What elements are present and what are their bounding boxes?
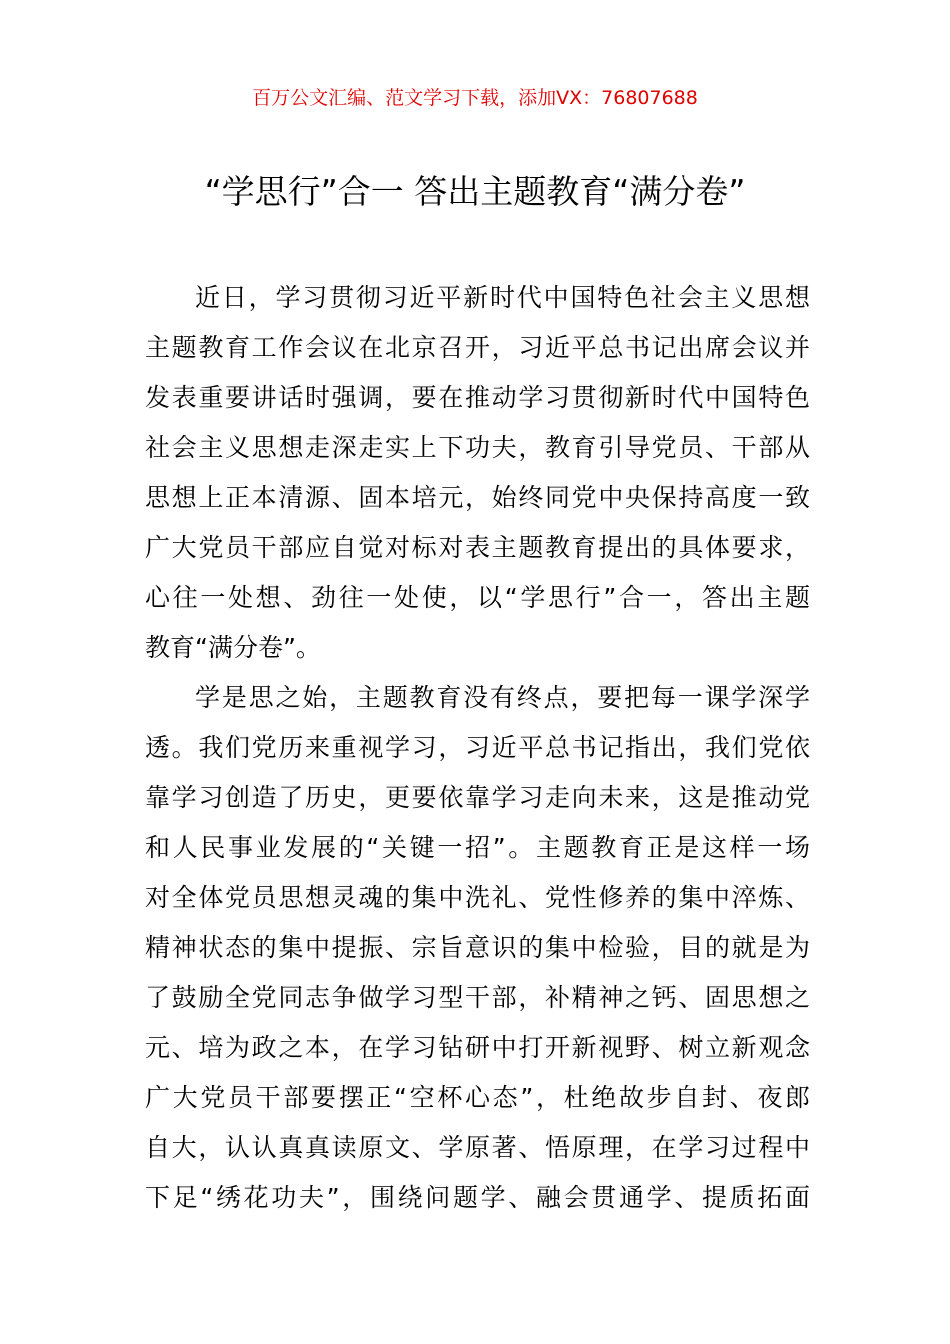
paragraph-line: 发表重要讲话时强调，要在推动学习贯彻新时代中国特色 [145, 383, 810, 412]
paragraph-line: 了鼓励全党同志争做学习型干部，补精神之钙、固思想之 [145, 983, 810, 1012]
paragraph-line: 学是思之始，主题教育没有终点，要把每一课学深学 [195, 683, 810, 712]
paragraph-line: 教育“满分卷”。 [145, 633, 321, 662]
paragraph-line: 思想上正本清源、固本培元，始终同党中央保持高度一致 [145, 483, 810, 512]
paragraph-line: 靠学习创造了历史，更要依靠学习走向未来，这是推动党 [145, 783, 810, 812]
paragraph-line: 广大党员干部要摆正“空杯心态”，杜绝故步自封、夜郎 [145, 1083, 810, 1112]
paragraph-line: 精神状态的集中提振、宗旨意识的集中检验，目的就是为 [145, 933, 810, 962]
paragraph-line: 元、培为政之本，在学习钻研中打开新视野、树立新观念 [145, 1033, 810, 1062]
document-title: “学思行”合一 答出主题教育“满分卷” [204, 172, 746, 211]
paragraph-line: 心往一处想、劲往一处使，以“学思行”合一，答出主题 [145, 583, 810, 612]
header-note: 百万公文汇编、范文学习下载，添加VX：76807688 [252, 87, 698, 109]
paragraph-line: 广大党员干部应自觉对标对表主题教育提出的具体要求， [145, 533, 810, 562]
paragraph-line: 和人民事业发展的“关键一招”。主题教育正是这样一场 [145, 833, 810, 862]
paragraph-line: 主题教育工作会议在北京召开，习近平总书记出席会议并 [145, 333, 810, 362]
paragraph-line: 社会主义思想走深走实上下功夫，教育引导党员、干部从 [145, 433, 810, 462]
paragraph-line: 下足“绣花功夫”，围绕问题学、融会贯通学、提质拓面 [145, 1183, 810, 1212]
paragraph-line: 透。我们党历来重视学习，习近平总书记指出，我们党依 [145, 733, 810, 762]
document-body [145, 273, 810, 1223]
paragraph-line: 近日，学习贯彻习近平新时代中国特色社会主义思想 [195, 283, 810, 312]
paragraph-line: 自大，认认真真读原文、学原著、悟原理，在学习过程中 [145, 1133, 810, 1162]
paragraph-line: 对全体党员思想灵魂的集中洗礼、党性修养的集中淬炼、 [145, 883, 810, 912]
